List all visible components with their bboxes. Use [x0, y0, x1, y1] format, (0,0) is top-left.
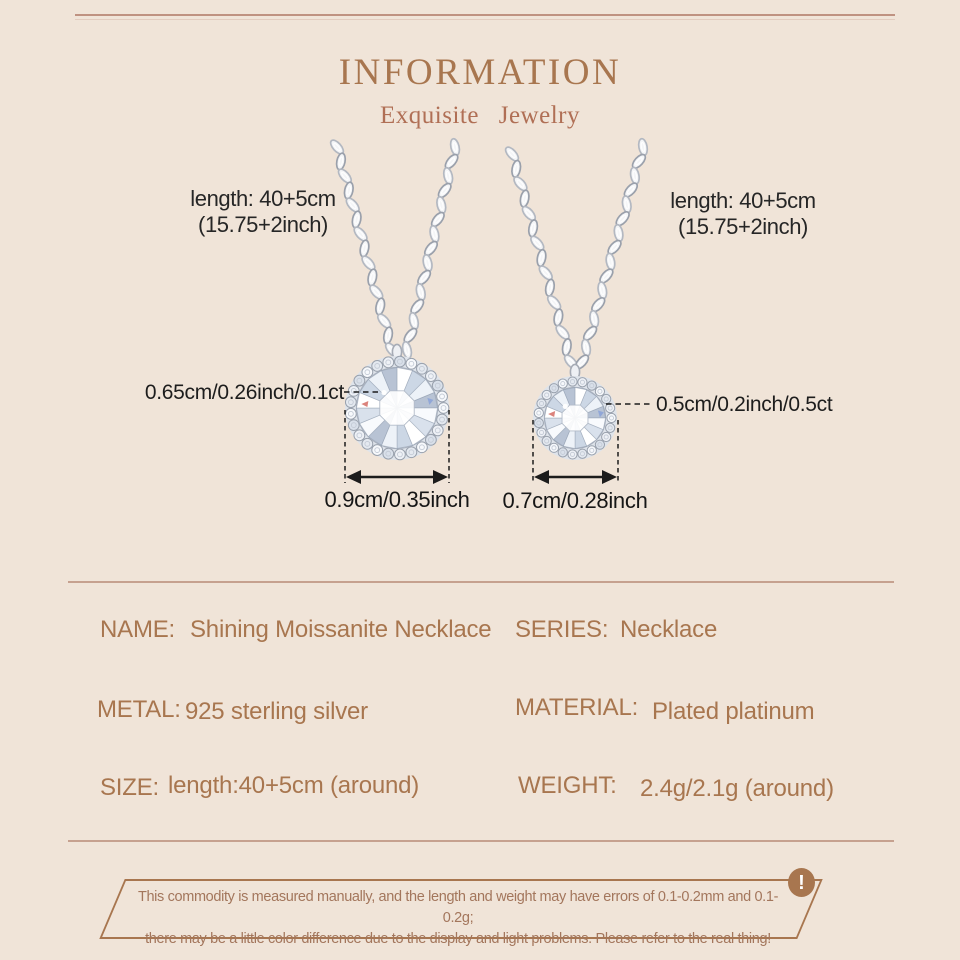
top-border-line: [75, 14, 895, 20]
left-pendant-width-label: 0.9cm/0.35inch: [324, 487, 470, 512]
length-value-inch: (15.75+2inch): [198, 212, 328, 237]
disclaimer-text: [128, 887, 788, 950]
page-subtitle: Exquisite Jewelry: [380, 102, 580, 129]
disclaimer-line-2: there may be a little color difference due to the display and light problems. Please refer to the real thing!: [145, 931, 771, 947]
detail-size-label: SIZE:: [100, 774, 160, 801]
length-value: length: 40+5cm: [190, 186, 336, 211]
detail-material-label: MATERIAL:: [515, 694, 639, 721]
detail-name-label: NAME:: [100, 616, 176, 643]
left-necklace-length-label: [158, 186, 368, 238]
detail-size-value: length:40+5cm (around): [168, 772, 420, 799]
length-value-inch: (15.75+2inch): [678, 214, 808, 239]
detail-weight-label: WEIGHT:: [518, 772, 617, 799]
exclamation-icon: [788, 868, 815, 897]
disclaimer-line-1: This commodity is measured manually, and the length and weight may have errors of 0.1-0.2mm and 0.1-0.2g;: [137, 889, 779, 926]
detail-name-value: Shining Moissanite Necklace: [190, 616, 492, 643]
detail-series-label: SERIES:: [515, 616, 609, 643]
left-pendant-size-label: 0.65cm/0.26inch/0.1ct: [144, 381, 344, 404]
exclamation-glyph: !: [798, 871, 805, 894]
detail-weight-value: 2.4g/2.1g (around): [640, 775, 834, 802]
detail-metal-value: 925 sterling silver: [185, 698, 368, 725]
detail-series-value: Necklace: [620, 616, 718, 643]
right-pendant-width-label: 0.7cm/0.28inch: [502, 488, 648, 513]
right-necklace-length-label: [638, 188, 848, 240]
length-value: length: 40+5cm: [670, 188, 816, 213]
page-title: INFORMATION: [338, 52, 622, 93]
detail-metal-label: METAL:: [97, 696, 181, 723]
right-pendant-size-label: 0.5cm/0.2inch/0.5ct: [656, 393, 833, 416]
detail-material-value: Plated platinum: [652, 698, 815, 725]
divider-top: [68, 581, 894, 583]
divider-bottom: [68, 840, 894, 842]
